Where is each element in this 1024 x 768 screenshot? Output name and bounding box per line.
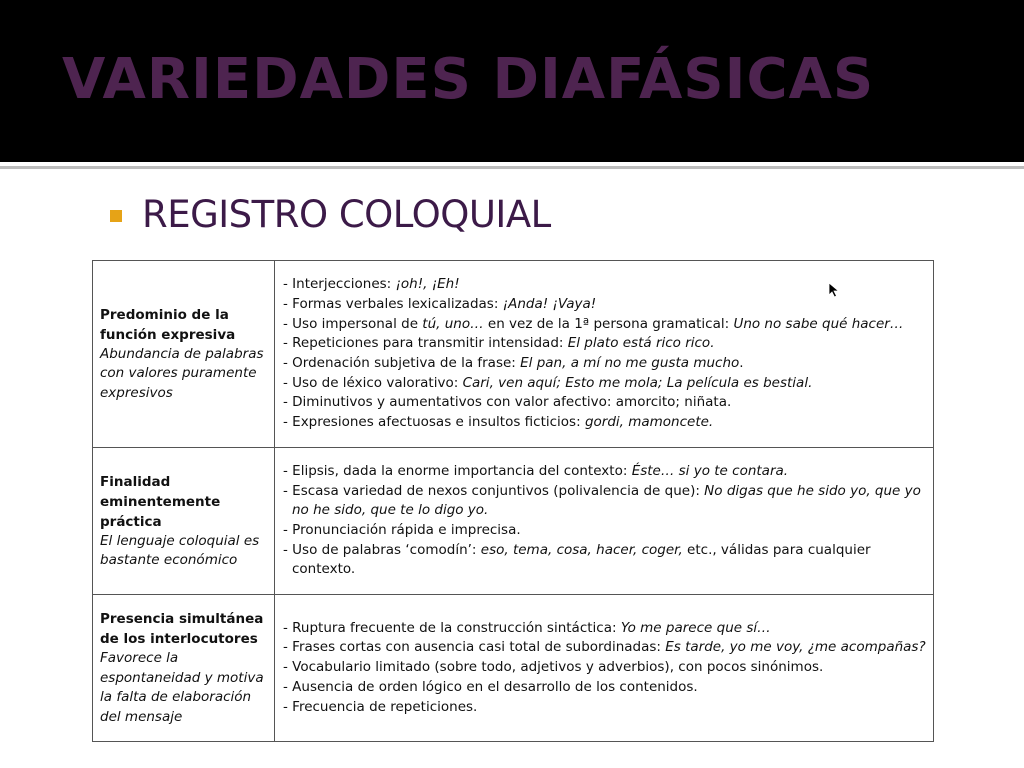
slide-title: VARIEDADES DIAFÁSICAS <box>62 47 875 112</box>
category-title: Predominio de la función expresiva <box>100 306 236 343</box>
category-description: Abundancia de palabras con valores puramente expresivos <box>100 345 264 401</box>
category-description: El lenguaje coloquial es bastante económico <box>100 532 260 568</box>
register-table <box>92 260 934 742</box>
feature-line: - Expresiones afectuosas e insultos ficticios: gordi, mamoncete. <box>283 414 714 431</box>
square-bullet-icon <box>110 210 122 222</box>
title-band <box>0 0 1024 162</box>
feature-line: no he sido, que te lo digo yo. <box>292 502 489 519</box>
feature-line: - Uso de palabras ‘comodín’: eso, tema, cosa, hacer, coger, etc., válidas para cualquier <box>283 541 871 558</box>
table-row <box>93 595 934 742</box>
feature-line: - Elipsis, dada la enorme importancia del contexto: Éste… si yo te contara. <box>283 462 789 479</box>
category-description: Favorece la espontaneidad y motiva la falta de elaboración del mensaje <box>100 650 264 725</box>
feature-line: - Ordenación subjetiva de la frase: El pan, a mí no me gusta mucho. <box>283 355 744 371</box>
category-cell <box>93 595 275 742</box>
bullet-item <box>110 193 551 236</box>
feature-line: - Diminutivos y aumentativos con valor afectivo: amorcito; niñata. <box>283 394 732 411</box>
category-title: Finalidad eminentemente práctica <box>100 473 221 530</box>
bullet-text: REGISTRO COLOQUIAL <box>142 193 551 236</box>
features-cell <box>275 448 934 595</box>
category-cell <box>93 448 275 595</box>
feature-line: - Frecuencia de repeticiones. <box>283 698 478 715</box>
feature-line: - Formas verbales lexicalizadas: ¡Anda! ¡Vaya! <box>283 295 597 312</box>
category-cell <box>93 261 275 448</box>
title-separator <box>0 166 1024 169</box>
feature-line: - Ausencia de orden lógico en el desarrollo de los contenidos. <box>283 678 698 695</box>
features-cell <box>275 595 934 742</box>
feature-line: contexto. <box>292 561 356 578</box>
table-row <box>93 261 934 448</box>
category-title: Presencia simultánea de los interlocutores <box>100 611 264 647</box>
table-row <box>93 448 934 595</box>
feature-line: - Uso de léxico valorativo: Cari, ven aquí; Esto me mola; La película es bestial. <box>283 374 813 391</box>
feature-line: - Pronunciación rápida e imprecisa. <box>283 522 521 538</box>
feature-line: - Ruptura frecuente de la construcción sintáctica: Yo me parece que sí… <box>283 619 771 636</box>
feature-line: - Vocabulario limitado (sobre todo, adjetivos y adverbios), con pocos sinónimos. <box>283 659 824 676</box>
feature-line: - Uso impersonal de tú, uno… en vez de la 1ª persona gramatical: Uno no sabe qué hacer… <box>283 315 904 332</box>
mouse-pointer-icon <box>828 282 840 298</box>
feature-line: - Escasa variedad de nexos conjuntivos (polivalencia de que): No digas que he sido yo, que yo <box>283 482 921 499</box>
feature-line: - Repeticiones para transmitir intensidad: El plato está rico rico. <box>283 335 715 352</box>
feature-line: - Interjecciones: ¡oh!, ¡Eh! <box>283 276 460 293</box>
feature-line: - Frases cortas con ausencia casi total de subordinadas: Es tarde, yo me voy, ¿me acompañas? <box>283 639 926 656</box>
